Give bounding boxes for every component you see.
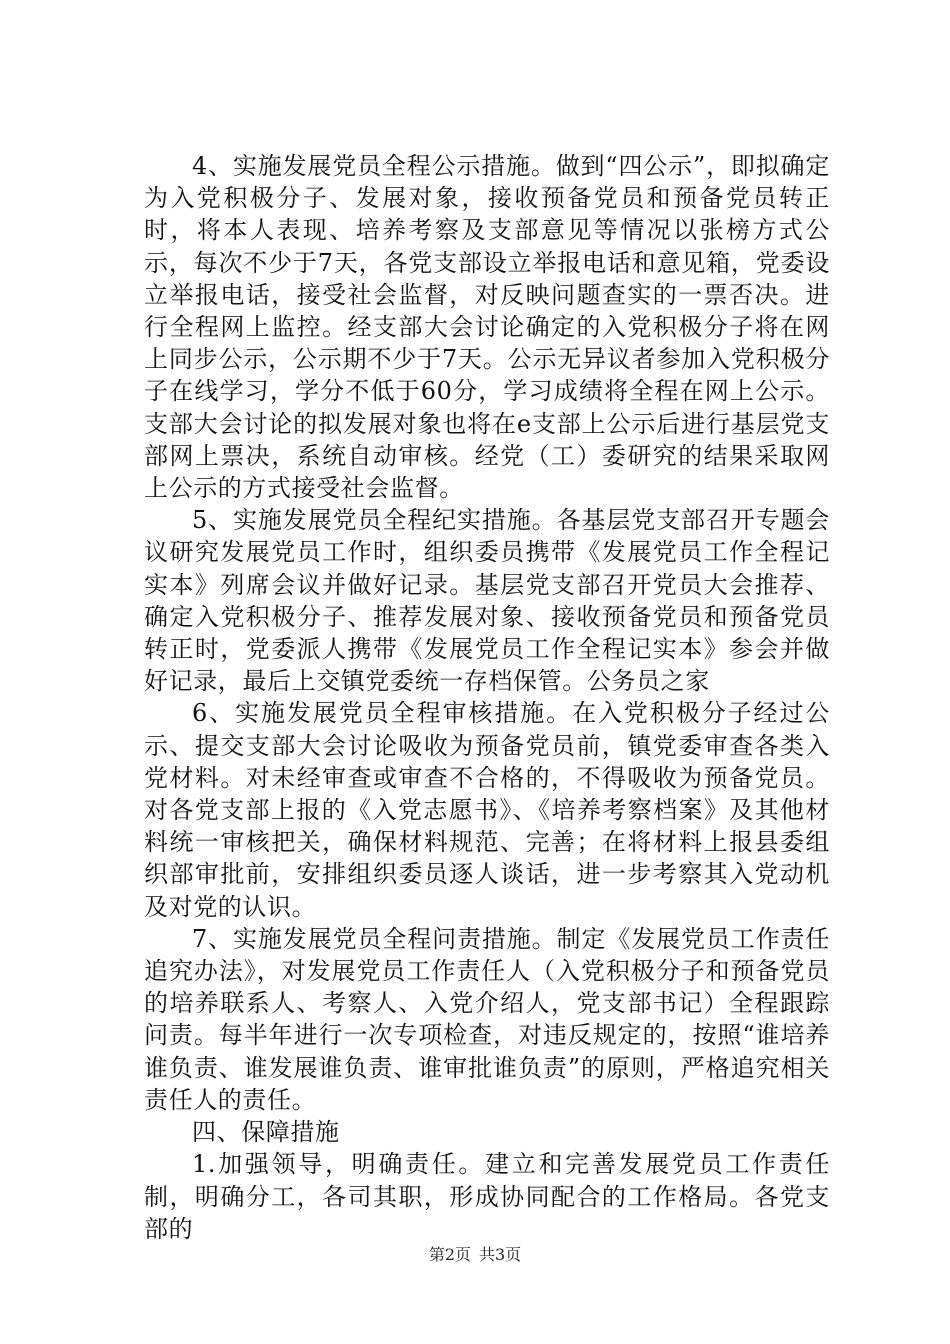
paragraph-item-6-review: 6、实施发展党员全程审核措施。在入党积极分子经过公示、提交支部大会讨论吸收为预备党员前，镇党委审查各类入党材料。对未经审查或审查不合格的，不得吸收为预备党员。对各党支部上报的《入党志愿书》、《培养考察档案》及其他材料统一审核把关，确保材料规范、完善；在将材料上报县委组织部审批前，安排组织委员逐人谈话，进一步考察其入党动机及对党的认识。 <box>144 699 830 921</box>
paragraph-item-7-accountability: 7、实施发展党员全程问责措施。制定《发展党员工作责任追究办法》，对发展党员工作责任人（入党积极分子和预备党员的培养联系人、考察人、入党介绍人，党支部书记）全程跟踪问责。每半年进行一次专项检查，对违反规定的，按照“谁培养谁负责、谁发展谁负责、谁审批谁负责”的原则，严格追究相关责任人的责任。 <box>144 924 830 1114</box>
page-number: 第2页 <box>428 1245 471 1264</box>
page-footer <box>0 1245 950 1265</box>
page-total: 共3页 <box>479 1245 522 1264</box>
paragraph-item-1-leadership: 1.加强领导，明确责任。建立和完善发展党员工作责任制，明确分工，各司其职，形成协同配合的工作格局。各党支部的 <box>144 1150 830 1243</box>
paragraph-item-5-record: 5、实施发展党员全程纪实措施。各基层党支部召开专题会议研究发展党员工作时，组织委员携带《发展党员工作全程记实本》列席会议并做好记录。基层党支部召开党员大会推荐、确定入党积极分子、推荐发展对象、接收预备党员和预备党员转正时，党委派人携带《发展党员工作全程记实本》参会并做好记录，最后上交镇党委统一存档保管。公务员之家 <box>144 506 830 696</box>
paragraph-item-4-publicity: 4、实施发展党员全程公示措施。做到“四公示”，即拟确定为入党积极分子、发展对象，接收预备党员和预备党员转正时，将本人表现、培养考察及支部意见等情况以张榜方式公示，每次不少于7天，各党支部设立举报电话和意见箱，党委设立举报电话，接受社会监督，对反映问题查实的一票否决。进行全程网上监控。经支部大会讨论确定的入党积极分子将在网上同步公示，公示期不少于7天。公示无异议者参加入党积极分子在线学习，学分不低于60分，学习成绩将全程在网上公示。支部大会讨论的拟发展对象也将在e支部上公示后进行基层党支部网上票决，系统自动审核。经党（工）委研究的结果采取网上公示的方式接受社会监督。 <box>144 152 830 503</box>
section-heading-safeguards: 四、保障措施 <box>192 1118 340 1147</box>
document-body <box>144 150 830 1245</box>
